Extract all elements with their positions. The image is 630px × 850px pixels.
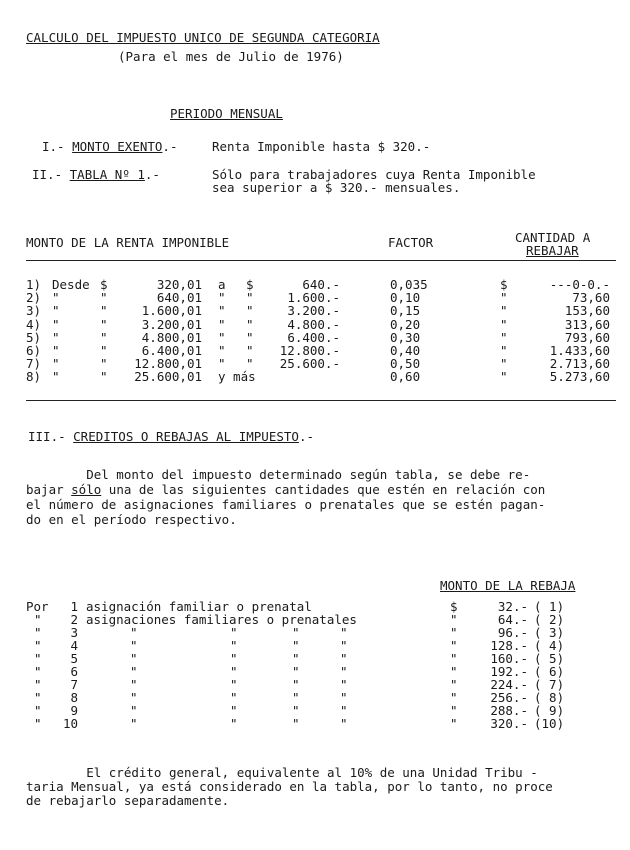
rebaja-por: "	[34, 638, 42, 653]
rebaja-ditto-mark: "	[130, 664, 138, 679]
row-rebajar: ---0-0.-	[549, 277, 610, 292]
rebaja-ditto-mark: "	[230, 677, 238, 692]
closing-line-1: El crédito general, equivalente al 10% de una Unidad Tribu -	[26, 765, 538, 780]
row-to: 25.600.-	[279, 356, 340, 372]
row-to: 1.600.-	[287, 290, 340, 306]
row-a: "	[218, 343, 226, 358]
rebaja-ditto-mark: "	[230, 625, 238, 640]
rebaja-por: "	[34, 716, 42, 731]
rebaja-ditto-mark: "	[340, 664, 348, 679]
paragraph-line-2: bajar sólo una de las siguientes cantidades que estén en relación con	[26, 482, 546, 497]
rebaja-reference: ( 7)	[534, 677, 565, 692]
rebaja-amount: 64.-	[497, 612, 528, 627]
row-rebajar: 5.273,60	[549, 369, 610, 385]
period-heading: PERIODO MENSUAL	[170, 106, 283, 121]
rebaja-ditto-mark: "	[292, 625, 300, 640]
rebaja-ditto-mark: "	[292, 651, 300, 666]
row-to: 4.800.-	[287, 316, 340, 332]
row-to: 12.800.-	[279, 343, 340, 358]
row-a: y más	[218, 369, 256, 385]
rebaja-por: Por	[26, 599, 49, 614]
rebaja-count: 8	[70, 690, 78, 705]
rebaja-reference: (10)	[534, 716, 565, 731]
rebaja-ditto-mark: "	[230, 664, 238, 679]
col-header-factor: FACTOR	[388, 235, 434, 250]
rebaja-ditto-mark: "	[292, 690, 300, 705]
rebaja-count: 9	[70, 703, 78, 718]
section-iii-heading: III.- CREDITOS O REBAJAS AL IMPUESTO.-	[28, 429, 314, 444]
paragraph-line-1: Del monto del impuesto determinado según tabla, se debe re-	[26, 467, 531, 482]
section-ii-text-line1: Sólo para trabajadores cuya Renta Imponible	[212, 167, 536, 182]
row-to: 6.400.-	[287, 329, 340, 345]
row-from: 12.800,01	[134, 356, 202, 372]
row-factor: 0,30	[390, 329, 421, 345]
row-currency-2: "	[246, 316, 254, 332]
col-header-monto: MONTO DE LA RENTA IMPONIBLE	[26, 235, 230, 250]
row-desde: "	[52, 303, 60, 319]
rebaja-por: "	[34, 651, 42, 666]
row-from: 1.600,01	[141, 303, 202, 319]
row-from: 640,01	[156, 290, 202, 306]
row-currency-2: $	[246, 277, 254, 292]
rebaja-ditto-mark: "	[230, 703, 238, 718]
rebaja-por: "	[34, 664, 42, 679]
rebaja-amount: 128.-	[490, 638, 528, 653]
rebaja-currency: "	[450, 651, 458, 666]
rebaja-ditto-mark: "	[340, 651, 348, 666]
rebaja-por: "	[34, 690, 42, 705]
rebaja-ditto-mark: "	[292, 664, 300, 679]
row-number: 7)	[26, 356, 42, 372]
row-to: 640.-	[302, 277, 340, 292]
row-currency: "	[100, 303, 108, 319]
rebaja-amount: 320.-	[490, 716, 528, 731]
rebaja-reference: ( 3)	[534, 625, 565, 640]
rebaja-ditto-mark: "	[130, 651, 138, 666]
rebaja-description: asignaciones familiares o prenatales	[86, 612, 357, 627]
rebaja-description: asignación familiar o prenatal	[86, 599, 312, 614]
rebaja-currency: $	[450, 599, 458, 614]
row-rebajar: 2.713,60	[549, 356, 610, 372]
table-top-rule	[26, 260, 616, 261]
row-factor: 0,40	[390, 343, 421, 358]
rebaja-reference: ( 1)	[534, 599, 565, 614]
rebaja-count: 2	[70, 612, 78, 627]
rebaja-por: "	[34, 703, 42, 718]
rebaja-ditto-mark: "	[130, 625, 138, 640]
rebaja-ditto-mark: "	[130, 690, 138, 705]
rebaja-count: 6	[70, 664, 78, 679]
row-a: "	[218, 316, 226, 332]
row-rebajar: 153,60	[564, 303, 610, 319]
rebaja-currency: "	[450, 664, 458, 679]
rebaja-currency: "	[450, 625, 458, 640]
rebaja-reference: ( 9)	[534, 703, 565, 718]
row-rebajar: 73,60	[572, 290, 610, 306]
row-factor: 0,035	[390, 277, 428, 292]
row-factor: 0,10	[390, 290, 421, 306]
rebaja-por: "	[34, 677, 42, 692]
row-currency-2: "	[246, 303, 254, 319]
rebaja-ditto-mark: "	[292, 716, 300, 731]
row-currency-2: "	[246, 329, 254, 345]
rebaja-ditto-mark: "	[340, 703, 348, 718]
row-number: 6)	[26, 343, 42, 358]
row-from: 4.800,01	[141, 329, 202, 345]
closing-line-3: de rebajarlo separadamente.	[26, 793, 230, 808]
row-desde: "	[52, 343, 60, 358]
row-number: 2)	[26, 290, 42, 306]
rebaja-ditto-mark: "	[230, 716, 238, 731]
row-rebajar: 1.433,60	[549, 343, 610, 358]
rebaja-amount: 256.-	[490, 690, 528, 705]
rebaja-amount: 96.-	[497, 625, 528, 640]
rebaja-amount: 32.-	[497, 599, 528, 614]
rebaja-currency: "	[450, 703, 458, 718]
row-a: "	[218, 303, 226, 319]
document-subtitle: (Para el mes de Julio de 1976)	[118, 49, 344, 64]
row-from: 25.600,01	[134, 369, 202, 385]
rebaja-amount: 224.-	[490, 677, 528, 692]
row-currency-3: "	[500, 303, 508, 319]
rebaja-heading: MONTO DE LA REBAJA	[440, 578, 576, 593]
rebaja-reference: ( 2)	[534, 612, 565, 627]
row-desde: "	[52, 316, 60, 332]
rebaja-count: 3	[70, 625, 78, 640]
row-currency-3: "	[500, 343, 508, 358]
row-currency-3: "	[500, 356, 508, 372]
rebaja-reference: ( 5)	[534, 651, 565, 666]
rebaja-reference: ( 4)	[534, 638, 565, 653]
rebaja-ditto-mark: "	[292, 638, 300, 653]
row-factor: 0,15	[390, 303, 421, 319]
row-currency: "	[100, 290, 108, 306]
row-desde: Desde	[52, 277, 90, 292]
row-desde: "	[52, 369, 60, 385]
row-desde: "	[52, 356, 60, 372]
rebaja-count: 7	[70, 677, 78, 692]
rebaja-ditto-mark: "	[230, 690, 238, 705]
rebaja-currency: "	[450, 612, 458, 627]
rebaja-ditto-mark: "	[292, 677, 300, 692]
rebaja-amount: 160.-	[490, 651, 528, 666]
rebaja-ditto-mark: "	[340, 677, 348, 692]
row-factor: 0,50	[390, 356, 421, 372]
row-desde: "	[52, 329, 60, 345]
rebaja-ditto-mark: "	[130, 677, 138, 692]
col-header-cantidad-line1: CANTIDAD A	[515, 230, 591, 245]
rebaja-currency: "	[450, 690, 458, 705]
rebaja-count: 1	[70, 599, 78, 614]
rebaja-currency: "	[450, 677, 458, 692]
rebaja-amount: 288.-	[490, 703, 528, 718]
rebaja-reference: ( 6)	[534, 664, 565, 679]
row-desde: "	[52, 290, 60, 306]
rebaja-ditto-mark: "	[130, 703, 138, 718]
row-number: 4)	[26, 316, 42, 332]
row-a: a	[218, 277, 226, 292]
row-from: 6.400,01	[141, 343, 202, 358]
row-currency-3: "	[500, 329, 508, 345]
rebaja-ditto-mark: "	[130, 638, 138, 653]
row-number: 1)	[26, 277, 42, 292]
row-currency: $	[100, 277, 108, 292]
row-a: "	[218, 329, 226, 345]
section-i-label: I.- MONTO EXENTO.-	[42, 139, 178, 154]
row-currency-2: "	[246, 343, 254, 358]
rebaja-ditto-mark: "	[340, 638, 348, 653]
col-header-cantidad-line2: REBAJAR	[526, 243, 579, 258]
document-title: CALCULO DEL IMPUESTO UNICO DE SEGUNDA CATEGORIA	[26, 30, 380, 45]
paragraph-line-3: el número de asignaciones familiares o prenatales que se estén pagan-	[26, 497, 546, 512]
row-a: "	[218, 290, 226, 306]
section-i-text: Renta Imponible hasta $ 320.-	[212, 139, 431, 154]
rebaja-ditto-mark: "	[230, 651, 238, 666]
rebaja-count: 5	[70, 651, 78, 666]
row-rebajar: 793,60	[564, 329, 610, 345]
row-to: 3.200.-	[287, 303, 340, 319]
rebaja-ditto-mark: "	[130, 716, 138, 731]
rebaja-count: 4	[70, 638, 78, 653]
row-rebajar: 313,60	[564, 316, 610, 332]
rebaja-por: "	[34, 612, 42, 627]
row-currency-3: $	[500, 277, 508, 292]
rebaja-por: "	[34, 625, 42, 640]
row-number: 8)	[26, 369, 42, 385]
rebaja-ditto-mark: "	[292, 703, 300, 718]
row-currency: "	[100, 369, 108, 385]
row-from: 3.200,01	[141, 316, 202, 332]
row-currency-2: "	[246, 290, 254, 306]
row-currency-3: "	[500, 369, 508, 385]
table-bottom-rule	[26, 400, 616, 401]
section-ii-label: II.- TABLA Nº 1.-	[32, 167, 160, 182]
closing-line-2: taria Mensual, ya está considerado en la tabla, por lo tanto, no proce	[26, 779, 553, 794]
rebaja-currency: "	[450, 716, 458, 731]
row-from: 320,01	[156, 277, 202, 292]
rebaja-ditto-mark: "	[340, 690, 348, 705]
row-currency: "	[100, 316, 108, 332]
row-currency-2: "	[246, 356, 254, 372]
rebaja-reference: ( 8)	[534, 690, 565, 705]
rebaja-ditto-mark: "	[340, 625, 348, 640]
row-factor: 0,60	[390, 369, 421, 385]
section-ii-text-line2: sea superior a $ 320.- mensuales.	[212, 180, 461, 195]
rebaja-currency: "	[450, 638, 458, 653]
rebaja-amount: 192.-	[490, 664, 528, 679]
rebaja-count: 10	[62, 716, 78, 731]
rebaja-ditto-mark: "	[340, 716, 348, 731]
rebaja-ditto-mark: "	[230, 638, 238, 653]
row-currency: "	[100, 329, 108, 345]
paragraph-line-4: do en el período respectivo.	[26, 512, 237, 527]
row-number: 5)	[26, 329, 42, 345]
row-a: "	[218, 356, 226, 372]
row-currency-3: "	[500, 316, 508, 332]
row-currency: "	[100, 343, 108, 358]
row-factor: 0,20	[390, 316, 421, 332]
row-currency-3: "	[500, 290, 508, 306]
row-number: 3)	[26, 303, 42, 319]
row-currency: "	[100, 356, 108, 372]
